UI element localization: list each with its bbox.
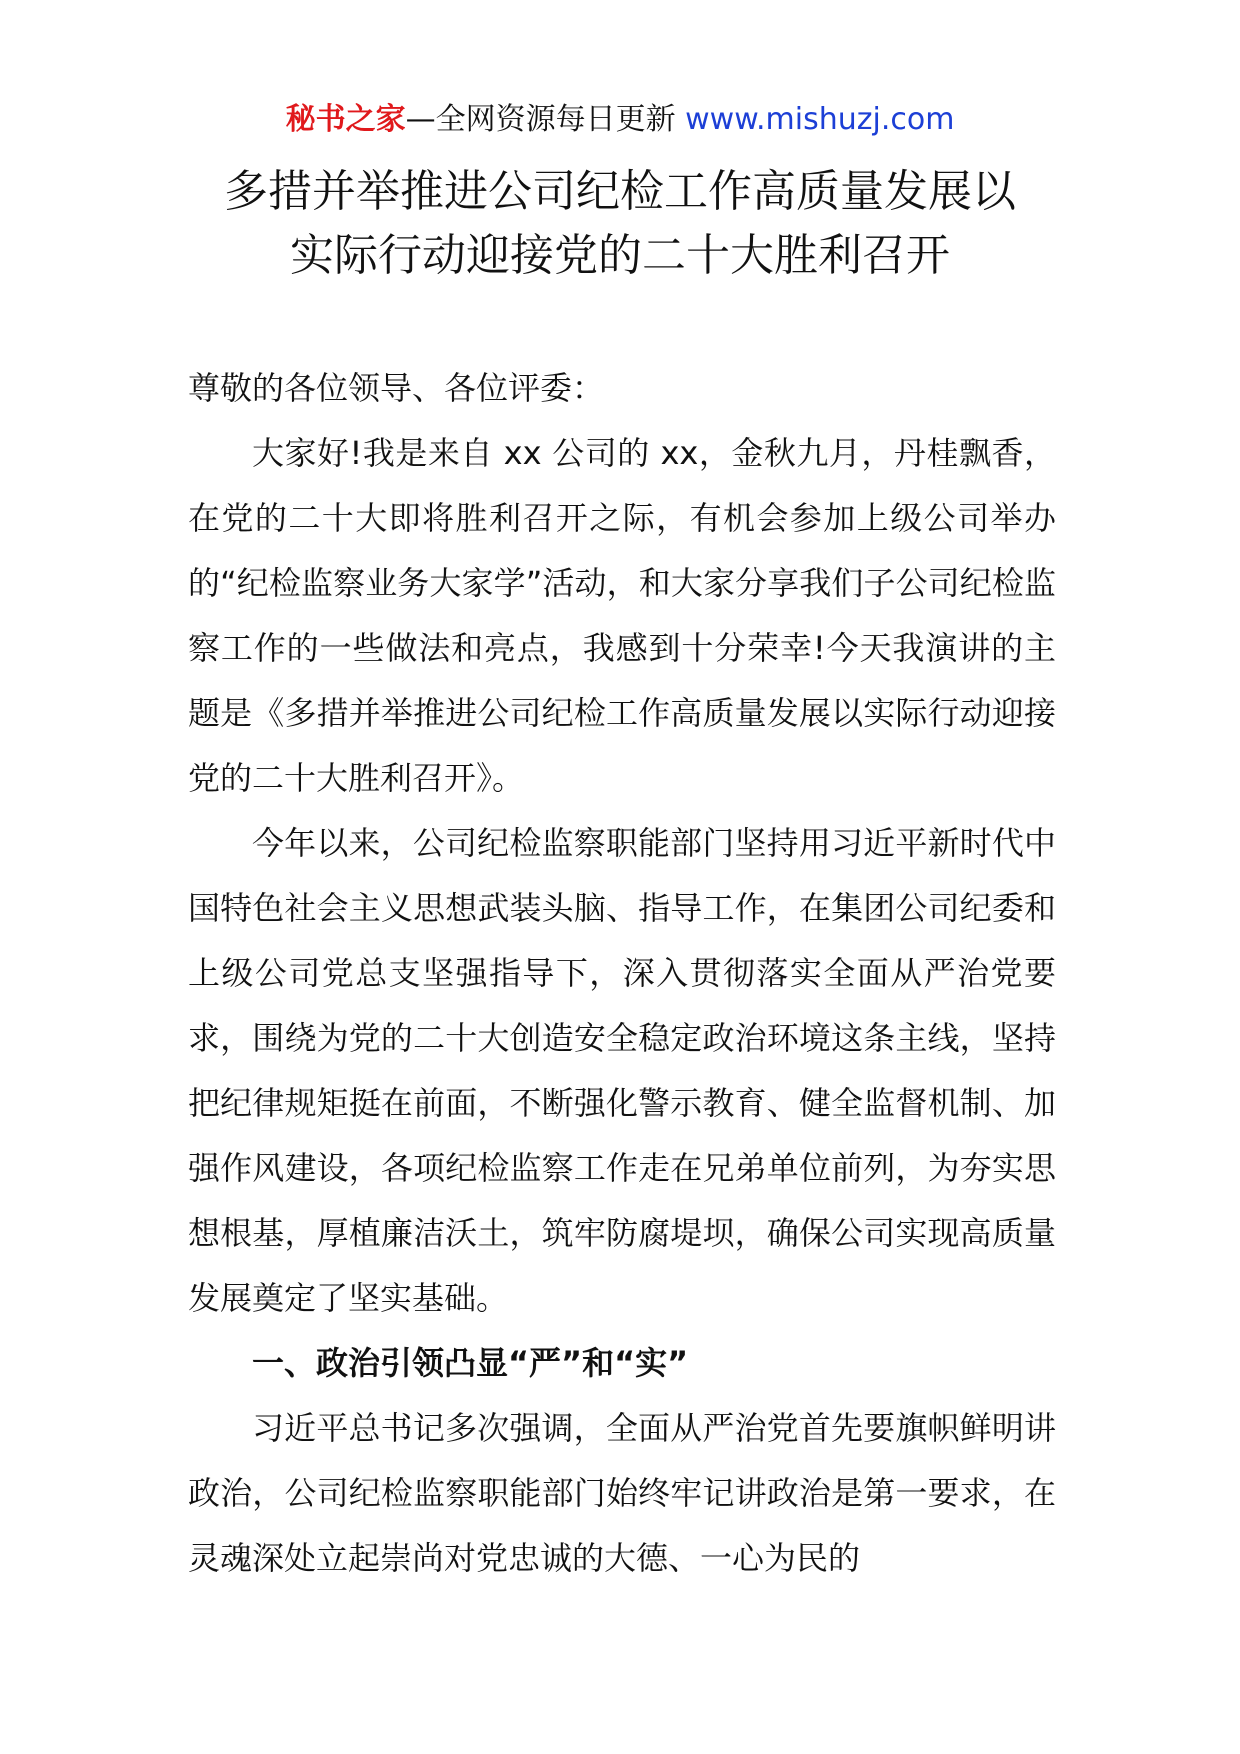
document-title	[0, 160, 1240, 288]
brand-name: 秘书之家	[285, 102, 406, 137]
site-header	[0, 100, 1240, 140]
site-url-link[interactable]: www.mishuzj.com	[685, 102, 955, 137]
title-line-1: 多措并举推进公司纪检工作高质量发展以	[224, 166, 1016, 217]
title-line-2: 实际行动迎接党的二十大胜利召开	[290, 230, 950, 281]
section-heading-1: 一、政治引领凸显“严”和“实”	[252, 1344, 689, 1382]
header-tagline: —全网资源每日更新	[405, 102, 686, 137]
paragraph-2: 今年以来，公司纪检监察职能部门坚持用习近平新时代中国特色社会主义思想武装头脑、指导工作，在集团公司纪委和上级公司党总支坚强指导下，深入贯彻落实全面从严治党要求，围绕为党的二十大创造安全稳定政治环境这条主线，坚持把纪律规矩挺在前面，不断强化警示教育、健全监督机制、加强作风建设，各项纪检监察工作走在兄弟单位前列，为夯实思想根基，厚植廉洁沃土，筑牢防腐堤坝，确保公司实现高质量发展奠定了坚实基础。	[188, 824, 1056, 1317]
paragraph-1: 大家好!我是来自 xx 公司的 xx，金秋九月，丹桂飘香，在党的二十大即将胜利召开之际，有机会参加上级公司举办的“纪检监察业务大家学”活动，和大家分享我们子公司纪检监察工作的一些做法和亮点，我感到十分荣幸!今天我演讲的主题是《多措并举推进公司纪检工作高质量发展以实际行动迎接党的二十大胜利召开》。	[188, 434, 1056, 797]
document-body	[188, 356, 1056, 1591]
section-1-paragraph: 习近平总书记多次强调，全面从严治党首先要旗帜鲜明讲政治，公司纪检监察职能部门始终牢记讲政治是第一要求，在灵魂深处立起崇尚对党忠诚的大德、一心为民的	[188, 1409, 1056, 1577]
salutation: 尊敬的各位领导、各位评委：	[188, 369, 605, 407]
